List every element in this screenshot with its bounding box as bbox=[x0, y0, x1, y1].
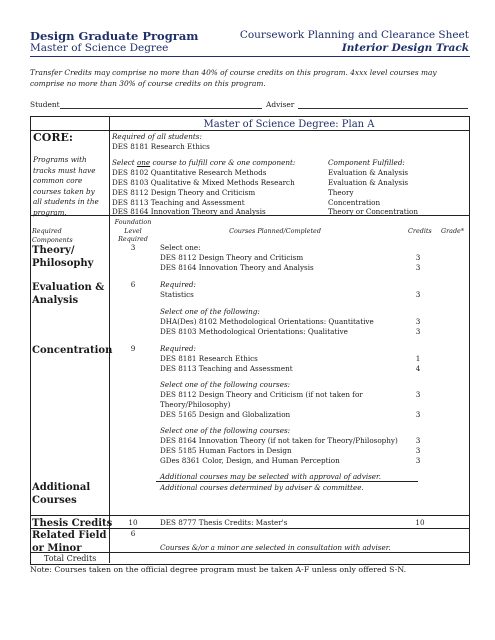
core-note: Programs with tracks must have common core courses taken by all students in the program. bbox=[33, 155, 99, 217]
section-label-thesis: Thesis Credits bbox=[32, 518, 113, 529]
credits-value: 3 bbox=[415, 327, 421, 336]
credits-value: 3 bbox=[415, 263, 421, 272]
program-name: Design Graduate Program bbox=[30, 29, 199, 43]
core-required-course: DES 8181 Research Ethics bbox=[112, 142, 210, 151]
section-label-concentration: Concentration bbox=[32, 345, 113, 356]
core-component: Theory or Concentration bbox=[328, 207, 418, 216]
component-heading: Component Fulfilled: bbox=[328, 158, 405, 167]
concentration-line: DES 8164 Innovation Theory (if not taken for Theory/Philosophy) bbox=[160, 436, 398, 445]
credits-value: 4 bbox=[415, 364, 421, 373]
credits-value: 3 bbox=[415, 290, 421, 299]
foundation-thesis: 10 bbox=[128, 518, 138, 527]
concentration-line: DES 8181 Research Ethics bbox=[160, 354, 258, 363]
core-component: Evaluation & Analysis bbox=[328, 178, 409, 187]
footer-note: Note: Courses taken on the official degree program must be taken A-F unless only offered S-N. bbox=[30, 565, 407, 574]
concentration-line: Theory/Philosophy) bbox=[160, 400, 231, 409]
theory-line: DES 8112 Design Theory and Criticism bbox=[160, 253, 304, 262]
evaluation-line: DHA(Des) 8102 Methodological Orientations: Quantitative bbox=[160, 317, 374, 326]
core-course: DES 8102 Quantitative Research Methods bbox=[112, 168, 267, 177]
credits-value: 3 bbox=[415, 436, 421, 445]
related-field-note: Courses &/or a minor are selected in consultation with adviser. bbox=[160, 543, 391, 552]
header-divider bbox=[30, 56, 470, 57]
core-course: DES 8113 Teaching and Assessment bbox=[112, 198, 245, 207]
core-label: CORE: bbox=[33, 131, 73, 144]
concentration-line: DES 5165 Design and Globalization bbox=[160, 410, 291, 419]
theory-line: Select one: bbox=[160, 243, 201, 252]
column-divider bbox=[109, 116, 110, 563]
degree-name: Master of Science Degree bbox=[30, 42, 169, 54]
row-divider bbox=[30, 515, 470, 516]
additional-courses-note: Additional courses determined by adviser & committee. bbox=[160, 483, 364, 492]
credits-value: 10 bbox=[415, 518, 425, 527]
column-header-required-components: Required Components bbox=[32, 227, 73, 244]
adviser-name-field[interactable] bbox=[298, 108, 468, 109]
credits-value: 3 bbox=[415, 446, 421, 455]
core-component: Evaluation & Analysis bbox=[328, 168, 409, 177]
credits-value: 3 bbox=[415, 317, 421, 326]
track-name: Interior Design Track bbox=[341, 42, 469, 54]
core-course: DES 8112 Design Theory and Criticism bbox=[112, 188, 256, 197]
concentration-line: Required: bbox=[160, 344, 196, 353]
core-required-heading: Required of all students: bbox=[112, 132, 202, 141]
core-course: DES 8164 Innovation Theory and Analysis bbox=[112, 207, 266, 216]
core-component: Theory bbox=[328, 188, 354, 197]
core-course: DES 8103 Qualitative & Mixed Methods Research bbox=[112, 178, 295, 187]
core-component: Concentration bbox=[328, 198, 381, 207]
thesis-course: DES 8777 Thesis Credits: Master's bbox=[160, 518, 288, 527]
concentration-line: DES 8113 Teaching and Assessment bbox=[160, 364, 293, 373]
column-header-credits: Credits bbox=[408, 227, 432, 235]
row-divider bbox=[30, 130, 470, 131]
concentration-line: Select one of the following courses: bbox=[160, 380, 291, 389]
concentration-line: Select one of the following courses: bbox=[160, 426, 291, 435]
foundation-theory: 3 bbox=[130, 243, 136, 252]
student-label: Student bbox=[30, 100, 60, 109]
theory-line: DES 8164 Innovation Theory and Analysis bbox=[160, 263, 314, 272]
evaluation-line: DES 8103 Methodological Orientations: Qualitative bbox=[160, 327, 348, 336]
credits-value: 3 bbox=[415, 410, 421, 419]
section-label-evaluation: Evaluation & Analysis bbox=[32, 282, 105, 306]
credits-value: 3 bbox=[415, 390, 421, 399]
column-header-courses: Courses Planned/Completed bbox=[229, 227, 321, 235]
concentration-line: DES 5185 Human Factors in Design bbox=[160, 446, 292, 455]
section-label-related: Related Field or Minor bbox=[32, 530, 107, 554]
student-name-field[interactable] bbox=[60, 108, 262, 109]
evaluation-line: Statistics bbox=[160, 290, 194, 299]
section-label-theory: Theory/ Philosophy bbox=[32, 245, 94, 269]
total-credits-label: Total Credits bbox=[44, 554, 97, 563]
credits-value: 1 bbox=[415, 354, 421, 363]
core-select-prompt: Select one course to fulfill core & one component: bbox=[112, 158, 296, 167]
plan-title: Master of Science Degree: Plan A bbox=[203, 119, 375, 130]
foundation-concentration: 9 bbox=[130, 344, 136, 353]
credits-value: 3 bbox=[415, 456, 421, 465]
concentration-line: DES 8112 Design Theory and Criticism (if not taken for bbox=[160, 390, 363, 399]
additional-divider bbox=[156, 481, 418, 482]
credits-value: 3 bbox=[415, 253, 421, 262]
foundation-related: 6 bbox=[130, 529, 136, 538]
concentration-line: Additional courses may be selected with approval of adviser. bbox=[160, 472, 381, 481]
transfer-credit-note: Transfer Credits may comprise no more than 40% of course credits on this program. 4xxx level courses may comprise no more than 30% of course credits on this program. bbox=[30, 68, 437, 88]
section-label-additional: Additional Courses bbox=[32, 482, 91, 506]
column-header-grade: Grade* bbox=[441, 227, 465, 235]
evaluation-line: Required: bbox=[160, 280, 196, 289]
foundation-evaluation: 6 bbox=[130, 280, 136, 289]
evaluation-line: Select one of the following: bbox=[160, 307, 260, 316]
column-header-foundation: Foundation Level Required bbox=[114, 218, 152, 243]
concentration-line: GDes 8361 Color, Design, and Human Perception bbox=[160, 456, 340, 465]
sheet-title: Coursework Planning and Clearance Sheet bbox=[239, 29, 469, 41]
adviser-label: Adviser bbox=[266, 100, 295, 109]
